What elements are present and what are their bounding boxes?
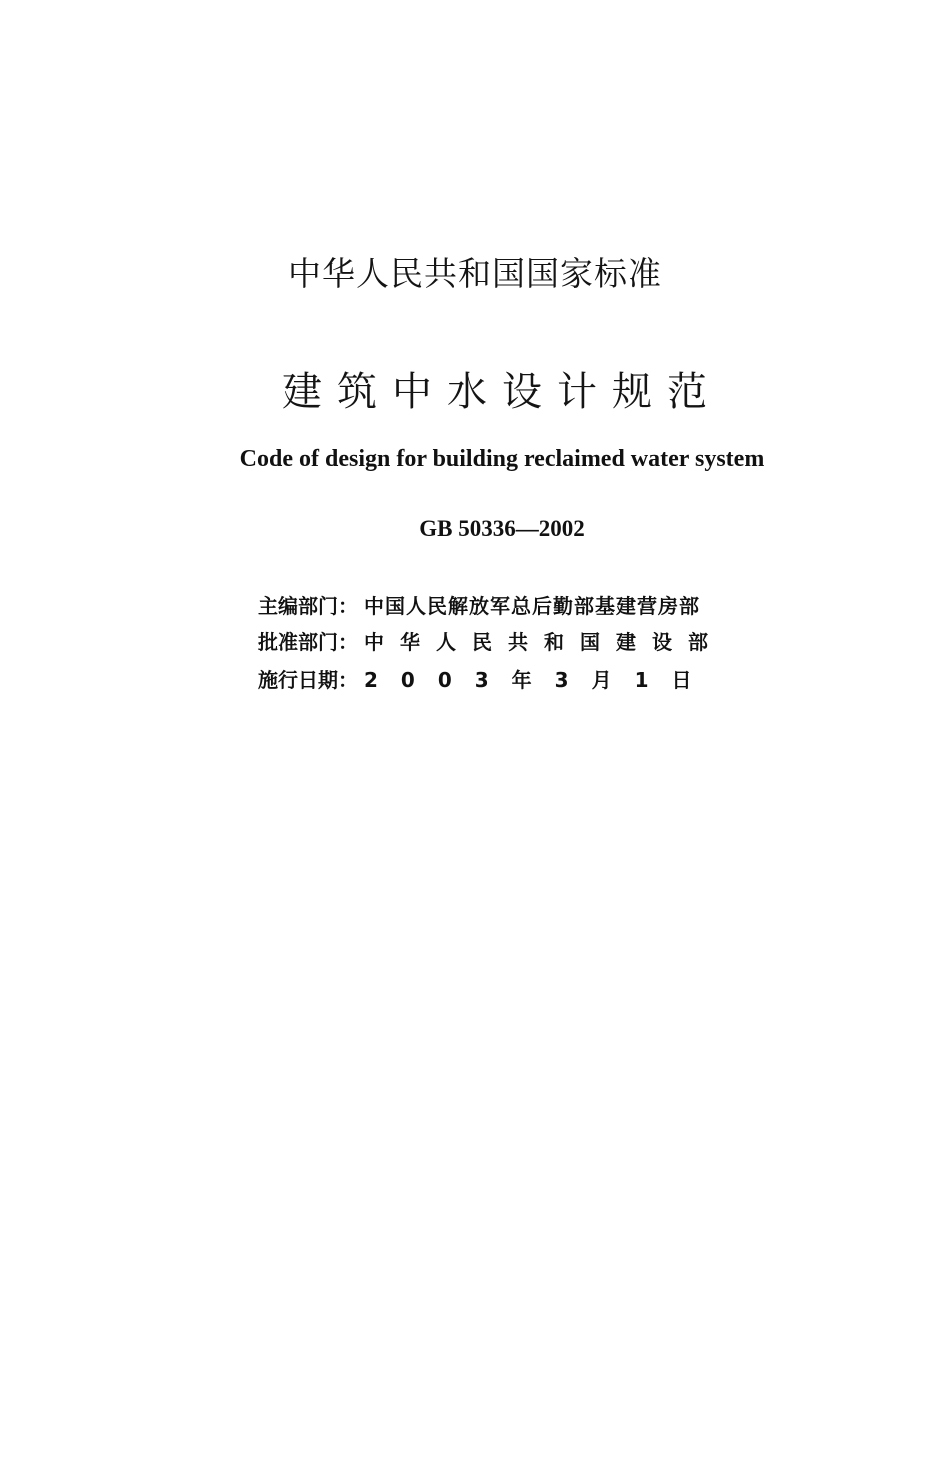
info-label-editor: 主编部门： [258,594,358,618]
standard-header: 中华人民共和国国家标准 [288,254,662,293]
document-title-en: Code of design for building reclaimed water system [239,446,765,472]
info-value-editor: 中国人民解放军总后勤部基建营房部 [364,594,700,618]
document-title-cn: 建筑中水设计规范 [282,369,722,415]
info-label-approver: 批准部门： [258,630,358,654]
info-row-effective-date [258,664,753,693]
info-value-effective-date: 2003年3月1日 [364,668,715,692]
info-row-editor [258,590,753,619]
info-value-approver: 中华人民共和国建设部 [364,630,724,654]
info-row-approver [258,626,753,655]
standard-code: GB 50336—2002 [419,516,585,541]
info-label-effective-date: 施行日期： [258,668,358,692]
